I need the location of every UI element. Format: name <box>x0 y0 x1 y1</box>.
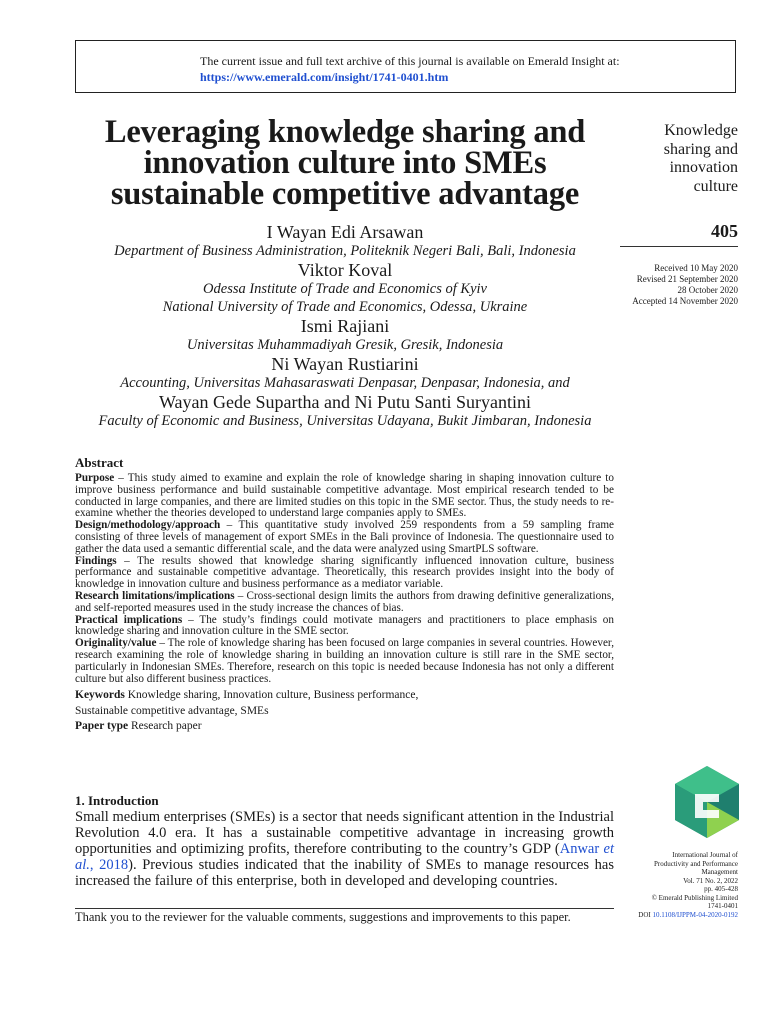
abstract-heading: Abstract <box>75 455 124 470</box>
citation-etal: et al. <box>75 841 615 873</box>
citation-author: Anwar <box>559 841 600 857</box>
doi-line <box>600 911 738 920</box>
keywords-line: Sustainable competitive advantage, SMEs <box>75 704 269 717</box>
journal-line: pp. 405-428 <box>704 885 738 893</box>
paper-type-value: Research paper <box>128 720 202 733</box>
keywords-line <box>75 688 614 704</box>
section-text: – The role of knowledge sharing has been focused on large companies in several countries. However, research examining the role of knowledge sharing in building an innovation culture is still rare in the SME sector, particularly in Indonesian SMEs. Therefore, research on this topic is needed because Indonesia has not only a different culture but also different business practices. <box>75 637 614 685</box>
author-affiliation: Department of Business Administration, Politeknik Negeri Bali, Bali, Indonesia <box>114 243 576 259</box>
abstract-section <box>75 556 614 591</box>
date-line: Revised 21 September 2020 <box>636 274 738 284</box>
footnote-divider <box>75 908 614 909</box>
article-dates <box>600 263 738 307</box>
sidebar-divider <box>620 246 738 247</box>
section-text: – This study aimed to examine and explain the role of knowledge sharing in shaping innovation culture to improve business performance and build sustainable competitive advantage. Most empirical research tended to be conducted in large companies, and there are limited studies on this topic in the SME sector. Thus, the study needs to re-examine whether the theories developed to understand large companies apply to SMEs. <box>75 472 614 520</box>
introduction-section <box>75 793 614 889</box>
author-name: Viktor Koval <box>297 260 393 280</box>
running-title-line: innovation <box>669 159 738 176</box>
abstract-section <box>75 473 614 520</box>
paper-type <box>75 719 614 735</box>
author-affiliation: Universitas Muhammadiyah Gresik, Gresik, Indonesia <box>186 337 504 353</box>
emerald-logo-icon <box>675 766 739 838</box>
date-line: 28 October 2020 <box>677 285 738 295</box>
intro-paragraph <box>75 809 614 889</box>
section-label: Findings <box>75 554 117 567</box>
doi-link[interactable]: 10.1108/IJPPM-04-2020-0192 <box>652 910 738 919</box>
author-list <box>75 222 615 430</box>
author-affiliation: Odessa Institute of Trade and Economics of Kyiv <box>203 281 487 297</box>
section-label: Purpose <box>75 472 115 484</box>
author-affiliation: Faculty of Economic and Business, Universitas Udayana, Bukit Jimbaran, Indonesia <box>98 413 592 429</box>
page-number: 405 <box>711 221 738 241</box>
section-label: Practical implications <box>75 613 183 626</box>
journal-line: Vol. 71 No. 2, 2022 <box>683 876 738 885</box>
running-title-line: Knowledge <box>664 122 738 139</box>
journal-line: Productivity and Performance <box>654 859 738 868</box>
abstract-section <box>75 591 614 615</box>
keywords-text: Knowledge sharing, Innovation culture, Business performance, <box>124 689 419 702</box>
journal-line: International Journal of <box>672 851 738 859</box>
author-affiliation: Accounting, Universitas Mahasaraswati Denpasar, Denpasar, Indonesia, and <box>120 375 570 391</box>
author-affiliation: National University of Trade and Economics, Odessa, Ukraine <box>162 299 528 315</box>
date-line: Accepted 14 November 2020 <box>632 296 738 306</box>
journal-banner <box>75 40 736 93</box>
running-title-line: culture <box>693 177 738 195</box>
journal-line: 1741-0401 <box>707 902 738 910</box>
footnote: Thank you to the reviewer for the valuable comments, suggestions and improvements to this paper. <box>75 910 571 924</box>
abstract-section <box>75 638 614 685</box>
section-text: – The results showed that knowledge sharing significantly influenced innovation culture, business performance and sustainable competitive advantage. Theoretically, this research provides insight into the body of knowledge in innovation culture and business performance as a mediator variable. <box>75 554 614 591</box>
section-label: Originality/value <box>75 637 157 650</box>
banner-text: The current issue and full text archive of this journal is available on Emerald Insight at: <box>200 54 620 68</box>
journal-info <box>600 851 738 919</box>
section-text: – This quantitative study involved 259 respondents from a 59 sampling frame consisting of three levels of management of export SMEs in the Bali province of Indonesia. The questionnaire used to gather the data used a semantic differential scale, and the data were analyzed using SmartPLS software. <box>75 519 614 555</box>
running-title <box>620 122 738 196</box>
abstract-body <box>75 473 614 685</box>
section-label: Design/methodology/approach <box>75 519 221 532</box>
keywords-label: Keywords <box>75 689 125 702</box>
section-heading: 1. Introduction <box>75 793 159 808</box>
paragraph-text: Small medium enterprises (SMEs) is a sector that needs significant attention in the Industrial Revolution 4.0 era. It has a sustainable competitive advantage in increasing growth opportunities and optimizing profits, therefore contributing to the country’s GDP ( <box>75 809 614 857</box>
author-name: Ismi Rajiani <box>300 316 390 336</box>
abstract-section <box>75 615 614 639</box>
section-text: – The study’s findings could motivate managers and practitioners to place emphasis on knowledge sharing and innovation culture in the SME sector. <box>75 613 614 638</box>
banner-url-link[interactable]: https://www.emerald.com/insight/1741-0401.htm <box>200 70 449 84</box>
journal-line: © Emerald Publishing Limited <box>651 893 738 902</box>
paragraph-text: ). Previous studies indicated that the inability of SMEs to manage resources has increased the failure of this enterprise, both in developed and developing countries. <box>75 857 615 889</box>
author-name: I Wayan Edi Arsawan <box>266 222 424 242</box>
date-line: Received 10 May 2020 <box>654 263 738 273</box>
keywords <box>75 688 614 735</box>
article-title: Leveraging knowledge sharing and innovation culture into SMEs sustainable competitive advantage <box>104 114 586 212</box>
running-title-line: sharing and <box>663 140 738 158</box>
doi-label: DOI <box>638 910 651 919</box>
abstract <box>75 455 614 735</box>
section-text: – Cross-sectional design limits the authors from drawing definitive generalizations, and self-reported measures used in the study increase the chances of bias. <box>75 589 614 614</box>
citation-year: , 2018 <box>89 857 129 873</box>
paper-type-label: Paper type <box>75 720 129 733</box>
author-name: Ni Wayan Rustiarini <box>271 354 419 374</box>
section-label: Research limitations/implications <box>75 589 235 602</box>
journal-line: Management <box>701 868 738 876</box>
abstract-section <box>75 520 614 555</box>
author-name: Wayan Gede Supartha and Ni Putu Santi Suryantini <box>159 392 531 412</box>
